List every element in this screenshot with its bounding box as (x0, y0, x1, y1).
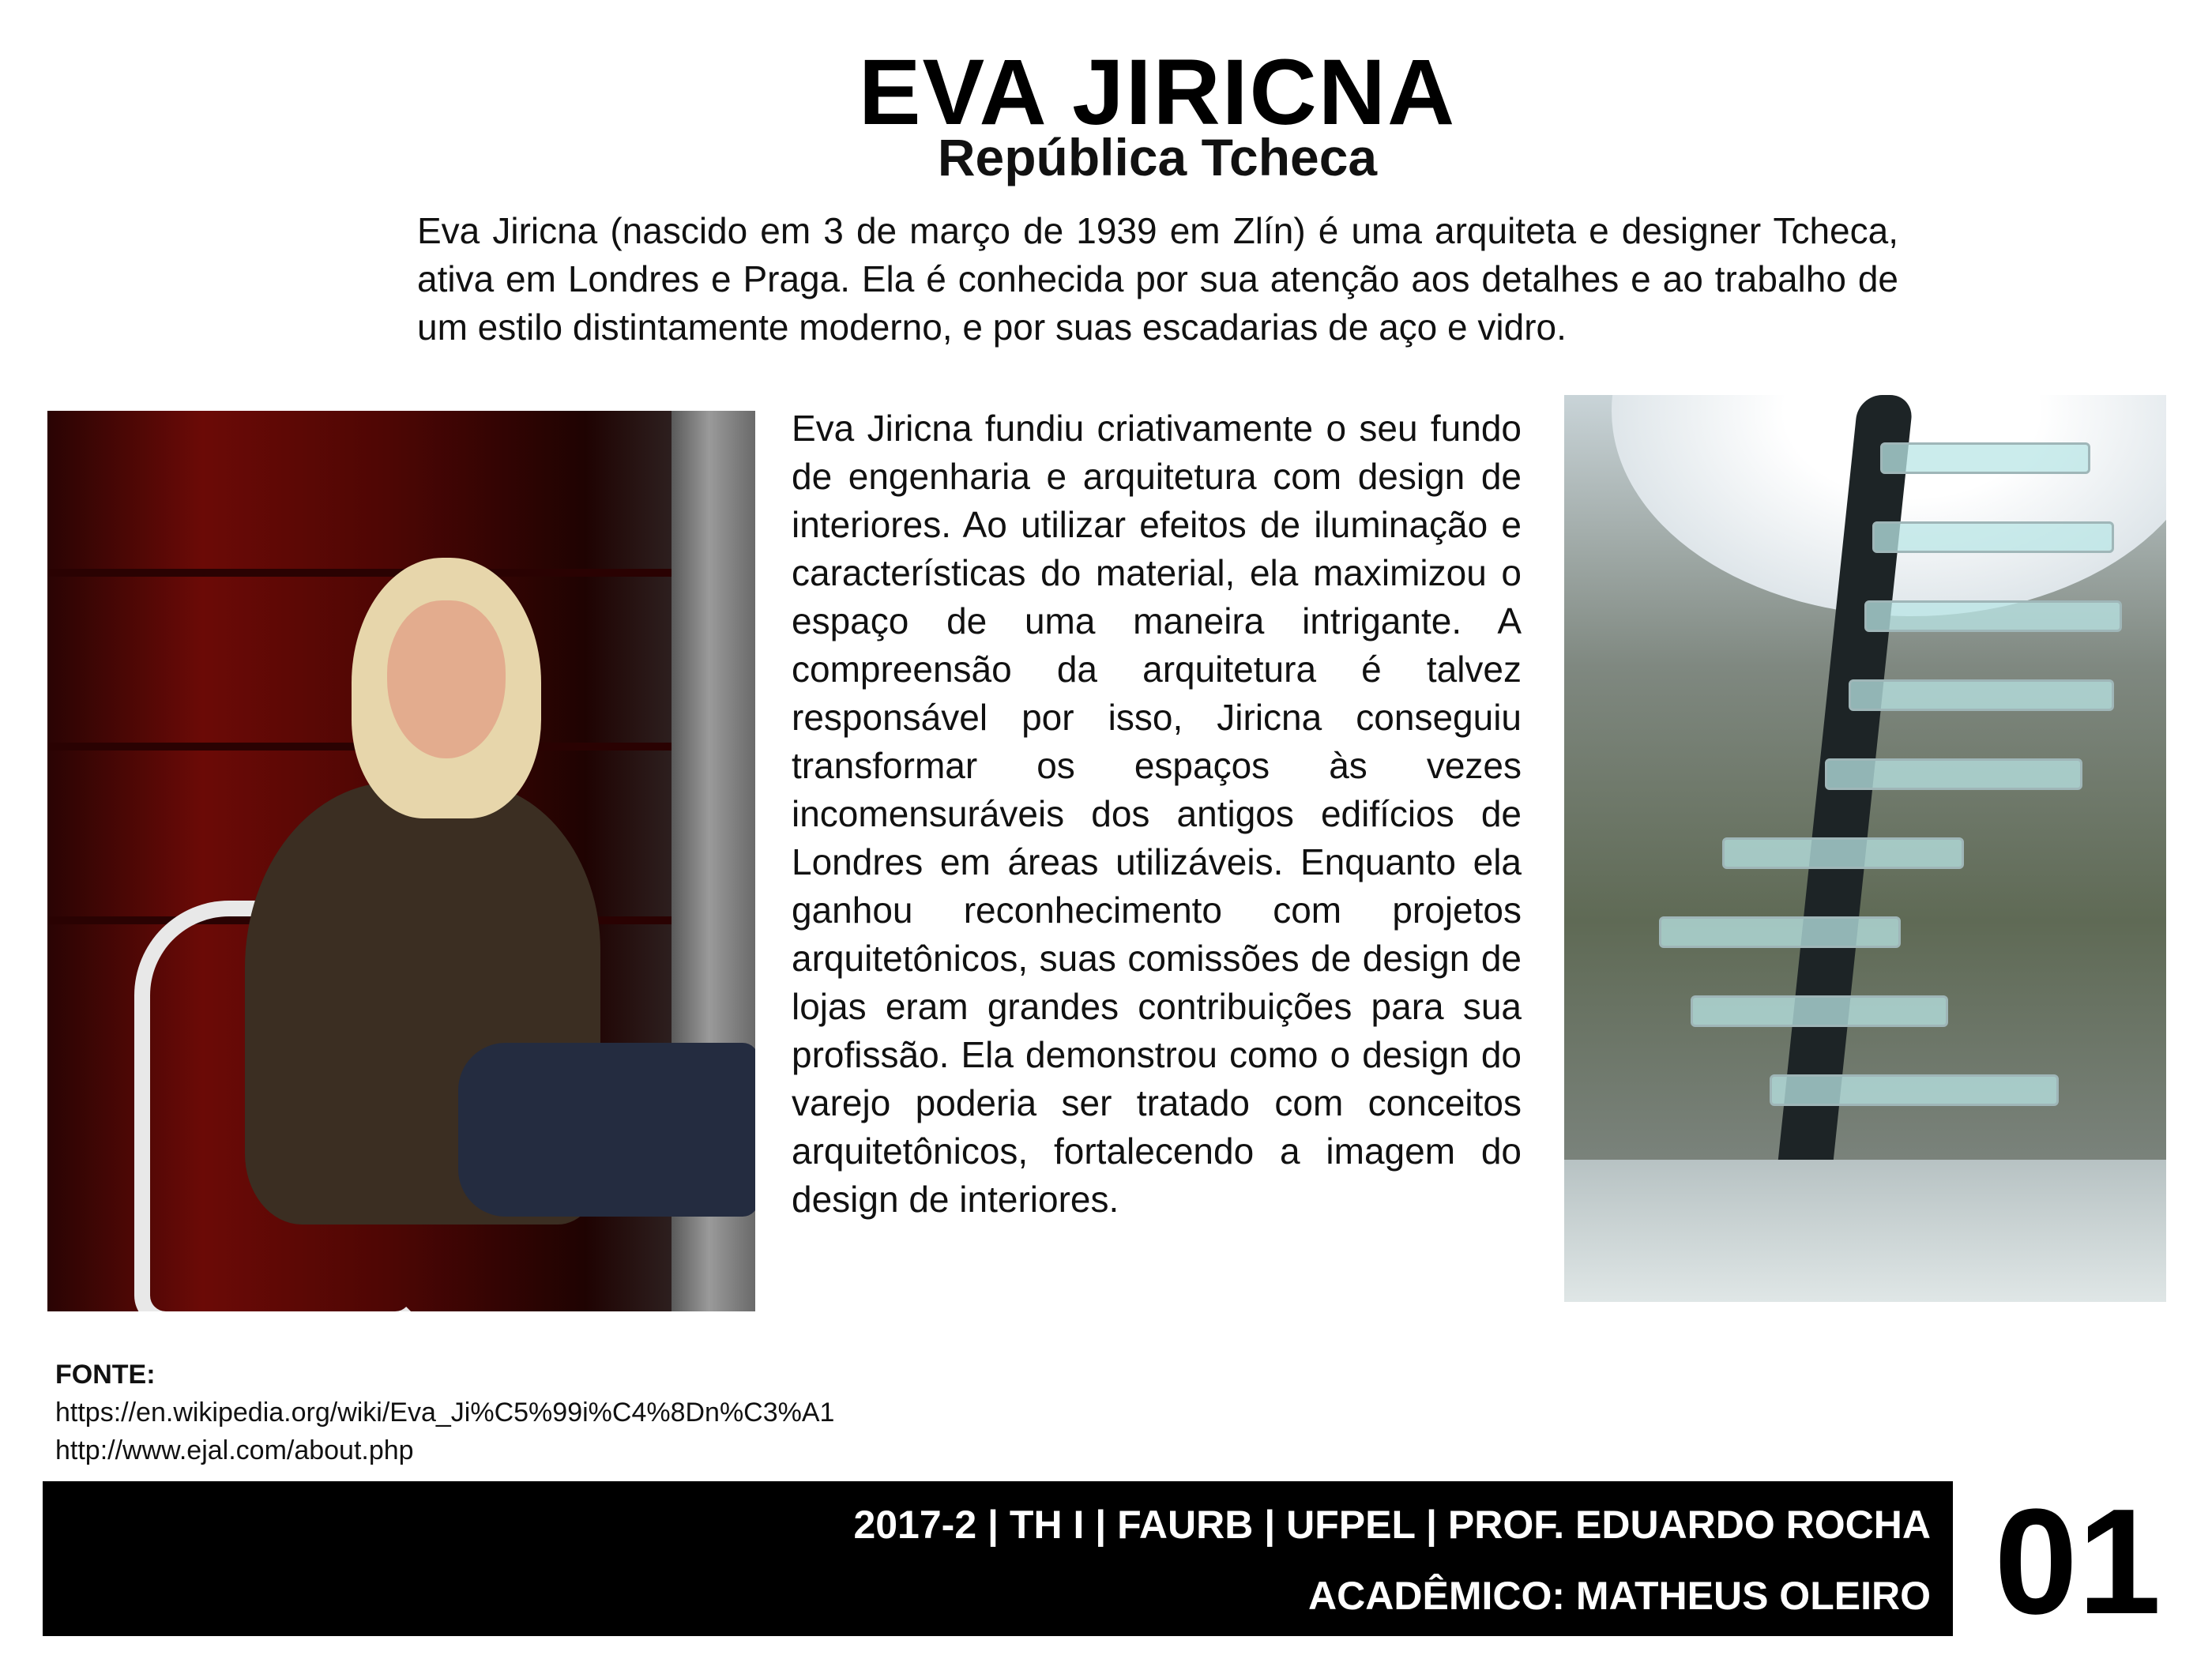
footer-bar (43, 1481, 1953, 1636)
page-title: EVA JIRICNA (858, 40, 1457, 145)
stair-step (1691, 995, 1948, 1027)
footer-student: ACADÊMICO: MATHEUS OLEIRO (1308, 1574, 1931, 1618)
stair-step (1825, 758, 2082, 790)
sources-label: FONTE: (55, 1360, 156, 1390)
photo-figure-face (387, 600, 506, 758)
photo-figure-legs (458, 1043, 755, 1217)
stair-floor (1564, 1160, 2166, 1302)
page-number: 01 (1994, 1478, 2161, 1646)
intro-paragraph: Eva Jiricna (nascido em 3 de março de 1939 em Zlín) é uma arquiteta e designer Tcheca, ativa em Londres e Praga. Ela é conhecida por sua atenção aos detalhes e ao trabalho de um estilo distintamente moderno, e por suas escadarias de aço e vidro. (417, 210, 1898, 348)
body-paragraph: Eva Jiricna fundiu criativamente o seu fundo de engenharia e arquitetura com design de interiores. Ao utilizar efeitos de iluminação e características do material, ela maximizou o espaço de uma maneira intrigante. A compreensão da arquitetura é talvez responsável por isso, Jiricna conseguiu transformar os espaços às vezes incomensuráveis dos antigos edifícios de Londres em áreas utilizáveis. Enquanto ela ganhou reconhecimento com projetos arquitetônicos, suas comissões de design de lojas eram grandes contribuições para sua profissão. Ela demonstrou como o design do varejo poderia ser tratado com conceitos arquitetônicos, fortalecendo a imagem do design de interiores. (792, 408, 1522, 1220)
stair-step (1880, 442, 2090, 474)
source-link[interactable]: https://en.wikipedia.org/wiki/Eva_Ji%C5%99i%C4%8Dn%C3%A1 (55, 1398, 835, 1428)
portrait-photo (47, 411, 755, 1311)
footer-course-info: 2017-2 | TH I | FAURB | UFPEL | PROF. EDUARDO ROCHA (853, 1503, 1931, 1547)
source-link[interactable]: http://www.ejal.com/about.php (55, 1435, 414, 1465)
stair-step (1872, 521, 2114, 553)
stair-step (1659, 916, 1901, 948)
sources (55, 1356, 834, 1469)
stair-step (1722, 837, 1964, 869)
stair-step (1849, 679, 2114, 711)
stair-step (1770, 1074, 2059, 1106)
stair-step (1864, 600, 2122, 632)
page-subtitle: República Tcheca (937, 128, 1378, 186)
staircase-photo (1564, 395, 2166, 1302)
